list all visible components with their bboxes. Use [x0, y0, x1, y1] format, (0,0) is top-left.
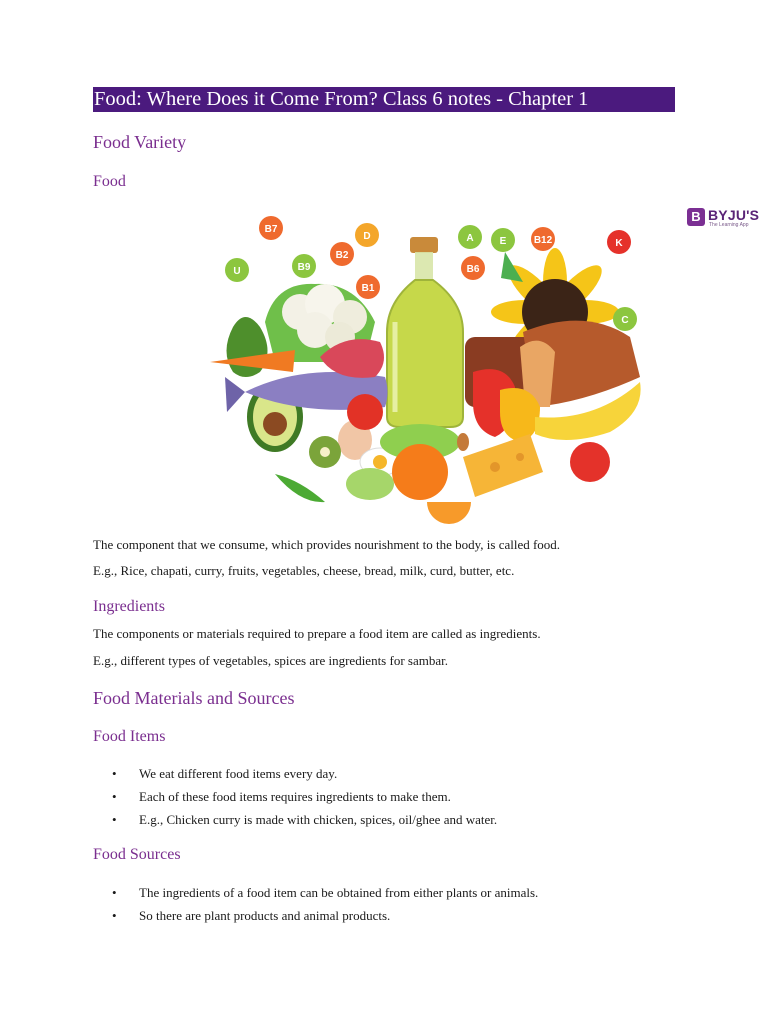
tomato-icon: [347, 394, 383, 430]
svg-text:B2: B2: [335, 250, 349, 261]
vitamin-a-icon: [458, 225, 482, 249]
heading-food-items: Food Items: [93, 728, 166, 745]
heading-ingredients: Ingredients: [93, 598, 165, 615]
vitamin-u-icon: [225, 258, 249, 282]
almond-icon: [457, 433, 469, 451]
vitamin-b1-icon: [356, 275, 380, 299]
byjus-logo-tagline: The Learning App: [709, 222, 749, 228]
vitamin-c-icon: [613, 307, 637, 331]
byjus-logo-mark: B: [687, 208, 705, 226]
orange-icon: [392, 444, 448, 500]
svg-text:B7: B7: [264, 224, 278, 235]
food-definition: The component that we consume, which provides nourishment to the body, is called food.: [93, 537, 561, 552]
peas-icon: [275, 474, 325, 502]
page-title: Food: Where Does it Come From? Class 6 notes - Chapter 1: [93, 87, 675, 112]
oil-bottle-icon: [387, 237, 463, 427]
svg-text:U: U: [233, 266, 241, 277]
vitamin-e-icon: [491, 228, 515, 252]
apple-icon: [570, 442, 610, 482]
vitamin-k-icon: [607, 230, 631, 254]
food-example: E.g., Rice, chapati, curry, fruits, vegetables, cheese, bread, milk, curd, butter, etc.: [93, 563, 515, 578]
list-item: • The ingredients of a food item can be obtained from either plants or animals.: [112, 885, 538, 908]
ingredients-definition: The components or materials required to prepare a food item are called as ingredients.: [93, 626, 541, 641]
list-item: • E.g., Chicken curry is made with chicken, spices, oil/ghee and water.: [112, 812, 497, 835]
svg-text:A: A: [466, 233, 474, 244]
byjus-logo: [687, 207, 761, 229]
cheese-icon: [463, 434, 543, 497]
ingredients-example: E.g., different types of vegetables, spices are ingredients for sambar.: [93, 653, 448, 668]
orange-slice-icon: [427, 502, 471, 524]
svg-text:K: K: [615, 238, 623, 249]
vitamin-d-icon: [355, 223, 379, 247]
vitamin-b2-icon: [330, 242, 354, 266]
list-item: • Each of these food items requires ingredients to make them.: [112, 789, 497, 812]
cabbage-icon: [346, 468, 394, 500]
svg-text:D: D: [363, 231, 371, 242]
vitamin-b12-icon: [531, 227, 555, 251]
vitamin-b6-icon: [461, 256, 485, 280]
food-sources-list: [112, 885, 538, 931]
food-nutrition-illustration-icon: [205, 212, 645, 527]
heading-food-materials: Food Materials and Sources: [93, 688, 295, 708]
svg-text:B6: B6: [466, 264, 480, 275]
svg-text:C: C: [621, 315, 629, 326]
vitamin-b9-icon: [292, 254, 316, 278]
byjus-logo-text: BYJU'S: [708, 207, 760, 223]
list-item: • We eat different food items every day.: [112, 766, 497, 789]
heading-food-sources: Food Sources: [93, 846, 181, 863]
heading-food-variety: Food Variety: [93, 132, 187, 152]
svg-text:E: E: [499, 236, 507, 247]
food-items-list: [112, 766, 497, 835]
svg-text:B12: B12: [533, 235, 553, 246]
svg-text:B9: B9: [297, 262, 311, 273]
svg-text:B1: B1: [361, 283, 375, 294]
vitamin-b7-icon: [259, 216, 283, 240]
heading-food: Food: [93, 173, 126, 190]
list-item: • So there are plant products and animal products.: [112, 908, 538, 931]
